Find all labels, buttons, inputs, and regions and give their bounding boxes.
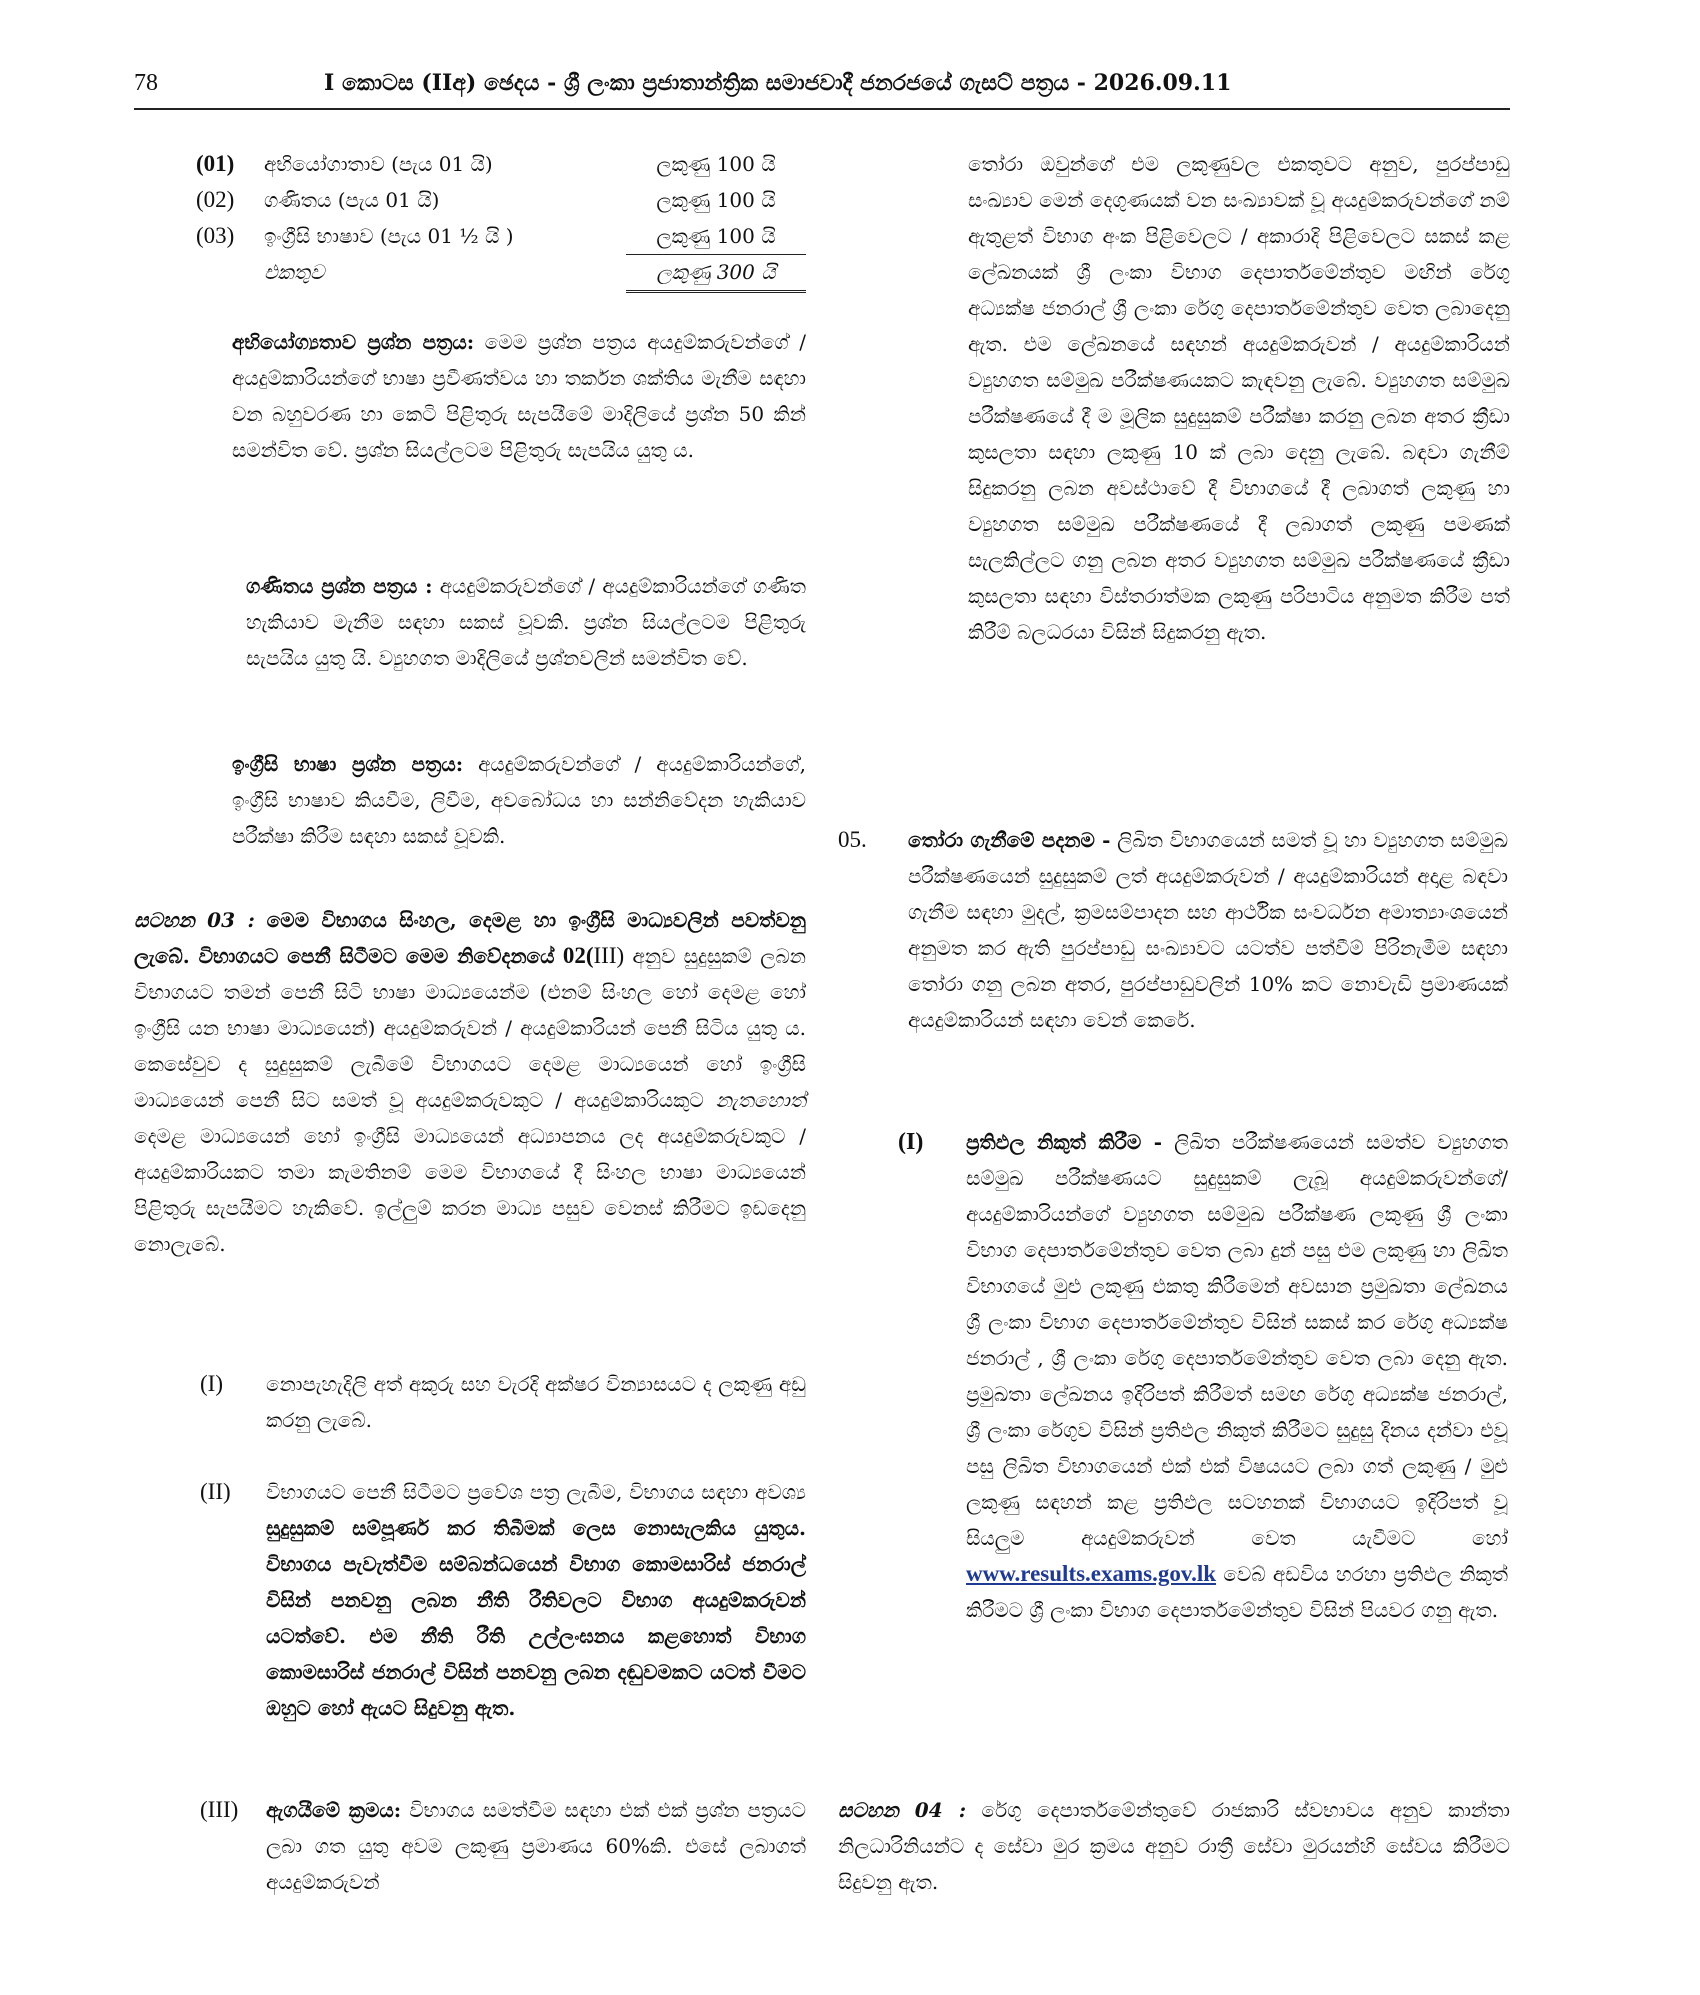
marks-row-marks: ලකුණු 100 යි [656, 152, 776, 176]
marks-row-subject: ඉංග්‍රීසි භාෂාව (පැය 01 ½ යි ) [264, 224, 514, 248]
note-03-label: සටහන 03 : [134, 908, 255, 932]
section-05 [838, 822, 1510, 1092]
note-04 [838, 1792, 1510, 1900]
marks-table [134, 146, 808, 290]
list-item-3-text: විභාගය සමත්වීම සඳහා එක් එක් ප්‍රශ්න පත්‍රයට ලබා ගත යුතු අවම ලකුණු ප්‍රමාණය 60%කි. එසේ ලබාගත් අයදුම්කරුවන් [266, 1798, 806, 1894]
results-subsection [898, 1124, 1508, 1764]
marks-row-number: (03) [196, 223, 235, 248]
list-item-2-text: විභාගයට පෙනී සිටීමට ප්‍රවේශ පත්‍ර ලැබීම, විභාගය සඳහා අවශ්‍ය [266, 1480, 806, 1504]
note-03-ref: 02( [562, 943, 594, 968]
english-paragraph [232, 746, 806, 854]
list-item-3 [134, 1792, 806, 1912]
note-03-bold: මෙම විභාගය සිංහල, දෙමළ හා ඉංග්‍රීසි මාධ්‍යවලින් පවත්වනු ලැබේ. විභාගයට පෙනී සිටීමට මෙම නිවේදනයේ [134, 908, 806, 968]
marks-total-value: ලකුණු 300 යි [626, 254, 806, 293]
marks-row-number: (01) [196, 151, 235, 176]
marks-total-row [134, 254, 808, 290]
english-text: අයදුම්කරුවන්ගේ / අයදුම්කාරියන්ගේ, ඉංග්‍රීසි භාෂාව කියවීම, ලිවීම, අවබෝධය හා සන්නිවේදන හැකියාව පරීක්ෂා කිරීම සඳහා සකස් වූවකි. [232, 752, 807, 848]
page-header [134, 68, 1510, 110]
note-03 [134, 902, 806, 1262]
english-title: ඉංග්‍රීසි භාෂා ප්‍රශ්න පත්‍රය: [232, 752, 464, 776]
marks-row [134, 218, 808, 254]
list-item-number: (III) [200, 1797, 239, 1822]
list-item-2 [134, 1474, 806, 1764]
note-03-ref-roman: III) [593, 943, 625, 968]
marks-row-number: (02) [196, 187, 235, 212]
list-item-text: නොපැහැදිලි අත් අකුරු සහ වැරදි අක්ෂර වින්‍යාසයට ද ලකුණු අඩු කරනු ලැබේ. [266, 1372, 806, 1432]
results-body [966, 1124, 1508, 1628]
marks-total-label: එකතුව [264, 260, 325, 284]
marks-row-subject: අභියෝගාතාව (පැය 01 යි) [264, 152, 493, 176]
results-website-link[interactable]: www.results.exams.gov.lk [966, 1561, 1217, 1586]
results-text-2: වෙබ් අඩවිය හරහා ප්‍රතිඵල නිකුත් කිරීමට ශ්‍රී ලංකා විභාග දෙපාර්තමේන්තුව විසින් පියවර ගනු ඇත. [966, 1562, 1508, 1622]
list-item-2-bold: සුදුසුකම් සම්පූර්ණ කර තිබීමක් ලෙස නොසැලකිය යුතුය. විභාගය පැවැත්වීම සම්බන්ධයෙන් විභාග කොමසාරිස් ජනරාල් විසින් පනවනු ලබන නීති රීතිවලට විභාග අයදුම්කරුවන් යටත්වේ. එම නීති රීති උල්ලංඝනය කළහොත් විභාග කොමසාරිස් ජනරාල් විසින් පනවනු ලබන දඬුවමකට යටත් වීමට ඔහුට හෝ ඇයට සිදුවනු ඇත. [266, 1516, 806, 1720]
section-05-number: 05. [838, 827, 867, 852]
marks-row-marks: ලකුණු 100 යි [626, 218, 806, 255]
list-item-number: (II) [200, 1479, 231, 1504]
list-item-1 [134, 1366, 806, 1446]
list-item-number: (I) [200, 1371, 223, 1396]
aptitude-text: මෙම ප්‍රශ්න පත්‍රය අයදුම්කරුවන්ගේ / අයදුම්කාරියන්ගේ භාෂා ප්‍රවීණත්වය හා තර්කන ශක්තිය මැනීම සඳහා වන බහුවරණ හා කෙටි පිළිතුරු සැපයීමේ මාදිලියේ ප්‍රශ්න 50 කින් සමන්විත වේ. ප්‍රශ්න සියල්ලටම පිළිතුරු සැපයිය යුතු ය. [232, 330, 806, 462]
aptitude-paragraph [232, 324, 806, 468]
note-04-text: රේගු දෙපාර්තමේන්තුවේ රාජකාරි ස්වභාවය අනුව කාන්තා නිලධාරිනියන්ට ද සේවා මුර ක්‍රමය අනුව රාත්‍රී සේවා මුරයන්හි සේවය කිරීමට සිදුවනු ඇත. [838, 1798, 1510, 1894]
note-03-italic: නැතහොත් [715, 1088, 806, 1112]
math-paragraph [246, 568, 806, 676]
list-item-text [266, 1792, 806, 1900]
note-03-text: අනුව සුදුසුකම් ලබන විභාගයට තමන් පෙනී සිටි භාෂා මාධ්‍යයෙන්ම (එනම් සිංහල හෝ දෙමළ හෝ ඉංග්‍රීසි යන භාෂා මාධ්‍යයෙන්) අයදුම්කරුවන් / අයදුම්කාරියන් පෙනී සිටිය යුතු ය. කෙසේවුව ද සුදුසුකම් ලැබීමේ විභාගයට දෙමළ මාධ්‍යයෙන් හෝ ඉංග්‍රීසි මාධ්‍යයෙන් පෙනී සිට සමත් වූ අයදුම්කරුවකුට / අයදුම්කාරියකුට [134, 944, 806, 1112]
marks-row-marks: ලකුණු 100 යි [656, 188, 776, 212]
marks-row-subject: ගණිතය (පැය 01 යි) [264, 188, 440, 212]
results-title: ප්‍රතිඵල නිකුත් කිරීම - [966, 1130, 1163, 1154]
marks-row [134, 182, 808, 218]
gazette-title: I කොටස (IIඅ) ඡෙදය - ශ්‍රී ලංකා ප්‍රජාතාන්ත්‍රික සමාජවාදී ජනරජයේ ගැසට් පත්‍රය - 2026.09.11 [324, 70, 1232, 96]
section-05-title: තෝරා ගැනීමේ පදනම - [908, 828, 1111, 852]
section-05-body [908, 822, 1508, 1038]
results-text: ලිඛිත පරීක්ෂණයෙන් සමත්ව ව්‍යුහගත සම්මුඛ පරීක්ෂණයට සුදුසුකම් ලැබූ අයදුම්කරුවන්ගේ/ අයදුම්කාරියන්ගේ ව්‍යුහගත සම්මුඛ පරීක්ෂණ ලකුණු ශ්‍රී ලංකා විභාග දෙපාර්තමේන්තුව වෙත ලබා දුන් පසු එම ලකුණු හා ලිඛිත විභාගයේ මුළු ලකුණු එකතු කිරීමෙන් අවසාන ප්‍රමුඛතා ලේඛනය ශ්‍රී ලංකා විභාග දෙපාර්තමේන්තුව විසින් සකස් කර රේගු අධ්‍යක්ෂ ජනරාල් , ශ්‍රී ලංකා රේගු දෙපාර්තමේන්තුව වෙත ලබා දෙනු ඇත. ප්‍රමුඛතා ලේඛනය ඉදිරිපත් කිරීමත් සමඟ රේගු අධ්‍යක්ෂ ජනරාල්, ශ්‍රී ලංකා රේගුව විසින් ප්‍රතිඵල නිකුත් කිරීමට සුදුසු දිනය දන්වා එවූ පසු ලිඛිත විභාගයෙන් එක් එක් විෂයයට ලබා ගත් ලකුණු / මුළු ලකුණු සඳහන් කළ ප්‍රතිඵල සටහනක් විභාගයට ඉදිරිපත් වූ සියලුම අයදුම්කරුවන් වෙත යැවීමට හෝ [966, 1130, 1508, 1550]
note-04-label: සටහන 04 : [838, 1798, 967, 1822]
math-text: අයදුම්කරුවන්ගේ / අයදුම්කාරියන්ගේ ගණිත හැකියාව මැනීම සඳහා සකස් වූවකි. ප්‍රශ්න සියල්ලටම පිළිතුරු සැපයිය යුතු යි. ව්‍යුහගත මාදිලියේ ප්‍රශ්නවලින් සමන්විත වේ. [246, 574, 807, 670]
marks-row [134, 146, 808, 182]
results-number: (I) [898, 1129, 924, 1155]
page-number: 78 [134, 70, 158, 96]
list-item-text [266, 1474, 806, 1726]
note-03-text-2: දෙමළ මාධ්‍යයෙන් හෝ ඉංග්‍රීසි මාධ්‍යයෙන් අධ්‍යාපනය ලද අයදුම්කරුවකුට / අයදුම්කාරියකට තමා කැමතිනම් මෙම විභාගයේ දී සිංහල භාෂා මාධ්‍යයෙන් පිළිතුරු සැපයීමට හැකිවේ. ඉල්ලුම් කරන මාධ්‍ය පසුව වෙනස් කිරීමට ඉඩදෙනු නොලැබේ. [134, 1124, 806, 1256]
continuation-paragraph: තෝරා ඔවුන්ගේ එම ලකුණුවල එකතුවට අනුව, පුරප්පාඩු සංඛ්‍යාව මෙන් දෙගුණයක් වන සංඛ්‍යාවක් වූ අයදුම්කරුවන්ගේ නම් ඇතුළත් විභාග අංක පිළිවෙලට / අකාරාදි පිළිවෙලට සකස් කළ ලේඛනයක් ශ්‍රී ලංකා විභාග දෙපාර්තමේන්තුව මඟින් රේගු අධ්‍යක්ෂ ජනරාල් ශ්‍රී ලංකා රේගු දෙපාර්තමේන්තුව වෙත ලබාදෙනු ඇත. එම ලේඛනයේ සඳහන් අයදුම්කරුවන් / අයදුම්කාරියන් ව්‍යුහගත සම්මුඛ පරීක්ෂණයකට කැඳවනු ලැබේ. ව්‍යුහගත සම්මුඛ පරීක්ෂණයේ දී ම මූලික සුදුසුකම් පරීක්ෂා කරනු ලබන අතර ක්‍රීඩා කුසලතා සඳහා ලකුණු 10 ක් ලබා දෙනු ලැබේ. බඳවා ගැනීම් සිදුකරනු ලබන අවස්ථාවේ දී විභාගයේ දී ලබාගත් ලකුණු හා ව්‍යුහගත සම්මුඛ පරීක්ෂණයේ දී ලබාගත් ලකුණු පමණක් සැලකිල්ලට ගනු ලබන අතර ව්‍යුහගත සම්මුඛ පරීක්ෂණයේ ක්‍රීඩා කුසලතා සඳහා විස්තරාත්මක ලකුණු පරිපාටිය අනුමත කිරීම පත් කිරීම් බලධරයා විසින් සිදුකරනු ඇත. [968, 152, 1510, 644]
math-title: ගණිතය ප්‍රශ්න පත්‍රය : [246, 574, 433, 598]
list-item-3-bold: ඇගයීමේ ක්‍රමය: [266, 1798, 402, 1822]
aptitude-title: අභියෝග්‍යතාව ප්‍රශ්න පත්‍රය: [232, 330, 475, 354]
section-05-text: ලිඛිත විභාගයෙන් සමත් වූ හා ව්‍යුහගත සම්මුඛ පරීක්ෂණයෙන් සුදුසුකම් ලත් අයදුම්කරුවන් / අයදුම්කාරියන් අදාළ බඳවා ගැනීම සඳහා මුදල්, ක්‍රමසම්පාදන සහ ආර්ථික සංවර්ධන අමාත්‍යාංශයෙන් අනුමත කර ඇති පුරප්පාඩු සංඛ්‍යාවට යටත්ව පත්වීම් පිරිනැමීම සඳහා තෝරා ගනු ලබන අතර, පුරප්පාඩුවලින් 10% කට නොවැඩි ප්‍රමාණයක් අයදුම්කාරියන් සඳහා වෙන් කෙරේ. [908, 828, 1508, 1032]
